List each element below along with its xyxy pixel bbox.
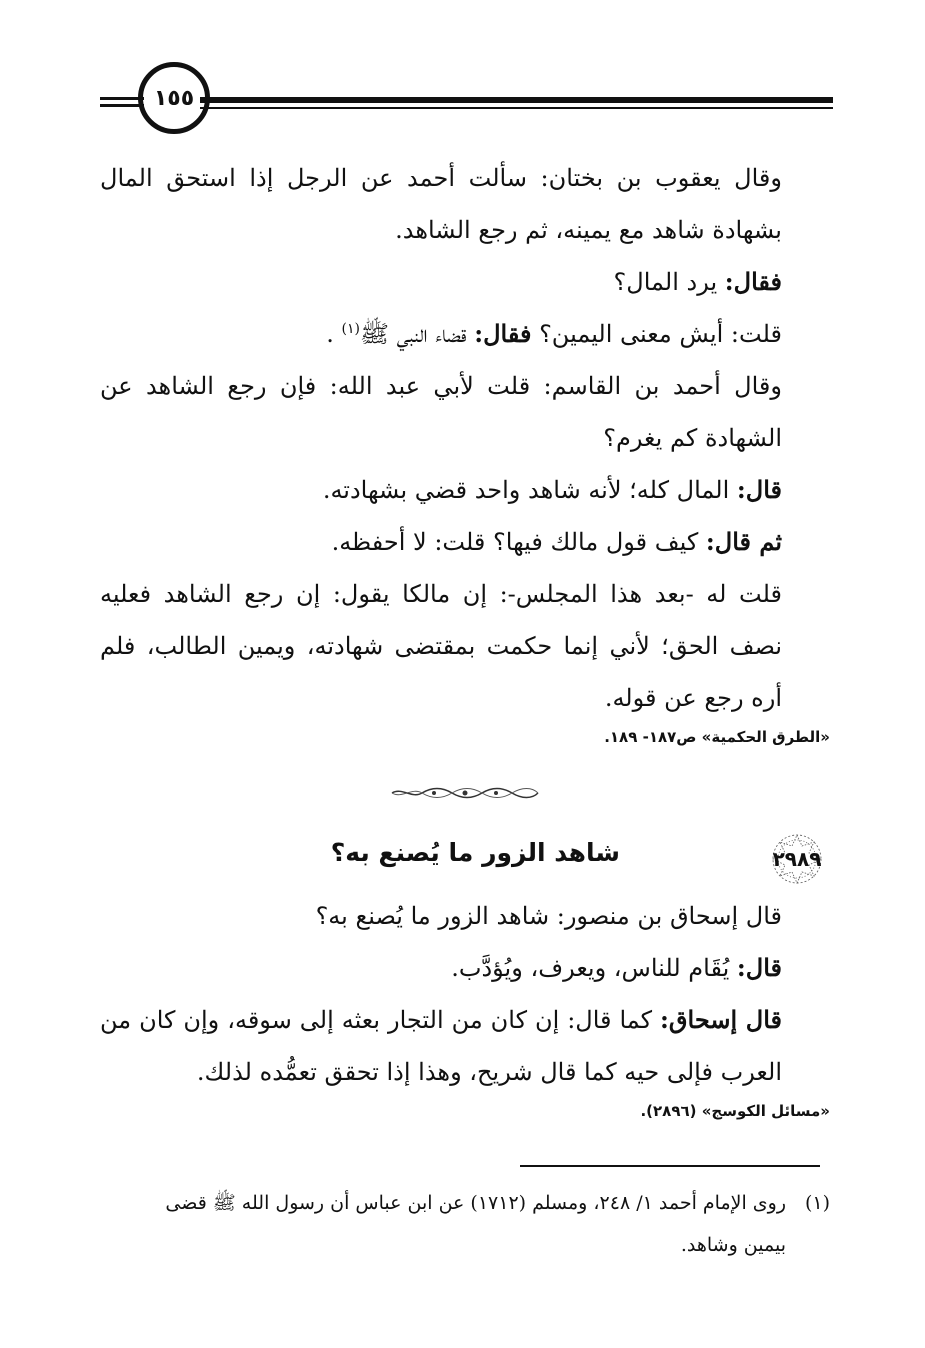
paragraph-text: كما قال: إن كان من التجار بعثه إلى سوقه، وإن كان من العرب فإلى حيه كما قال شريح، وهذا إذا تحقق تعمُّده لذلك. bbox=[100, 1006, 782, 1086]
main-text-block bbox=[100, 152, 830, 750]
paragraph bbox=[100, 464, 830, 516]
paragraph: وقال يعقوب بن بختان: سألت أحمد عن الرجل إذا استحق المال بشهادة شاهد مع يمينه، ثم رجع الشاهد. bbox=[100, 164, 782, 244]
paragraph bbox=[100, 994, 830, 1098]
header-rule-left-lower bbox=[100, 104, 144, 107]
paragraph: قال إسحاق بن منصور: شاهد الزور ما يُصنع به؟ bbox=[315, 902, 782, 930]
paragraph-text: المال كله؛ لأنه شاهد واحد قضي بشهادته. bbox=[322, 476, 737, 504]
speaker-label: قال إسحاق: bbox=[660, 1005, 783, 1034]
paragraph: وقال أحمد بن القاسم: قلت لأبي عبد الله: فإن رجع الشاهد عن الشهادة كم يغرم؟ bbox=[100, 372, 782, 452]
footnote bbox=[100, 1182, 830, 1266]
source-citation: «مسائل الكوسج» (٢٨٩٦). bbox=[640, 1102, 830, 1120]
paragraph bbox=[100, 256, 830, 308]
section-title: شاهد الزور ما يُصنع به؟ bbox=[330, 838, 620, 867]
paragraph-text: قلت: أيش معنى اليمين؟ bbox=[531, 320, 782, 348]
paragraph bbox=[100, 516, 830, 568]
footnote-line: بيمين وشاهد. bbox=[680, 1234, 786, 1256]
page-number bbox=[138, 62, 210, 134]
speaker-label: ثم قال: bbox=[705, 527, 782, 556]
paragraph-text: قضاء النبي ﷺ bbox=[360, 320, 475, 348]
speaker-label: فقال: bbox=[474, 319, 532, 348]
speaker-label: فقال: bbox=[724, 267, 782, 296]
footnote-marker: (١) bbox=[804, 1192, 830, 1214]
section-heading bbox=[100, 834, 830, 884]
section-text-block bbox=[100, 890, 830, 1124]
speaker-label: قال: bbox=[736, 953, 782, 982]
section-number-text: ٢٩٨٩ bbox=[772, 847, 822, 871]
ornament-separator bbox=[390, 786, 540, 800]
speaker-label: قال: bbox=[736, 475, 782, 504]
paragraph bbox=[100, 308, 830, 360]
footnote-line bbox=[100, 1182, 830, 1224]
footnote-separator bbox=[520, 1165, 820, 1167]
paragraph-text: يرد المال؟ bbox=[613, 268, 725, 296]
ornament-icon bbox=[390, 786, 540, 800]
page-number-text: ١٥٥ bbox=[153, 85, 195, 111]
paragraph-text: كيف قول مالك فيها؟ قلت: لا أحفظه. bbox=[331, 528, 706, 556]
paragraph bbox=[100, 942, 830, 994]
footnote-text: روى الإمام أحمد ١/ ٢٤٨، ومسلم (١٧١٢) عن ابن عباس أن رسول الله ﷺ قضى bbox=[165, 1192, 786, 1214]
header-rule bbox=[200, 97, 833, 103]
paragraph-text: . bbox=[326, 320, 342, 348]
paragraph-text: يُقَام للناس، ويعرف، ويُؤدَّب. bbox=[451, 954, 737, 982]
paragraph: قلت له -بعد هذا المجلس-: إن مالكا يقول: إن رجع الشاهد فعليه نصف الحق؛ لأني إنما حكمت بمقتضى شهادته، ويمين الطالب، فلم أره رجع عن قوله. bbox=[100, 580, 782, 712]
source-citation: «الطرق الحكمية» ص١٨٧- ١٨٩. bbox=[604, 728, 830, 746]
footnote-ref[interactable]: (١) bbox=[341, 321, 360, 337]
header-rule-thin bbox=[200, 107, 833, 109]
section-number-badge bbox=[764, 832, 830, 886]
